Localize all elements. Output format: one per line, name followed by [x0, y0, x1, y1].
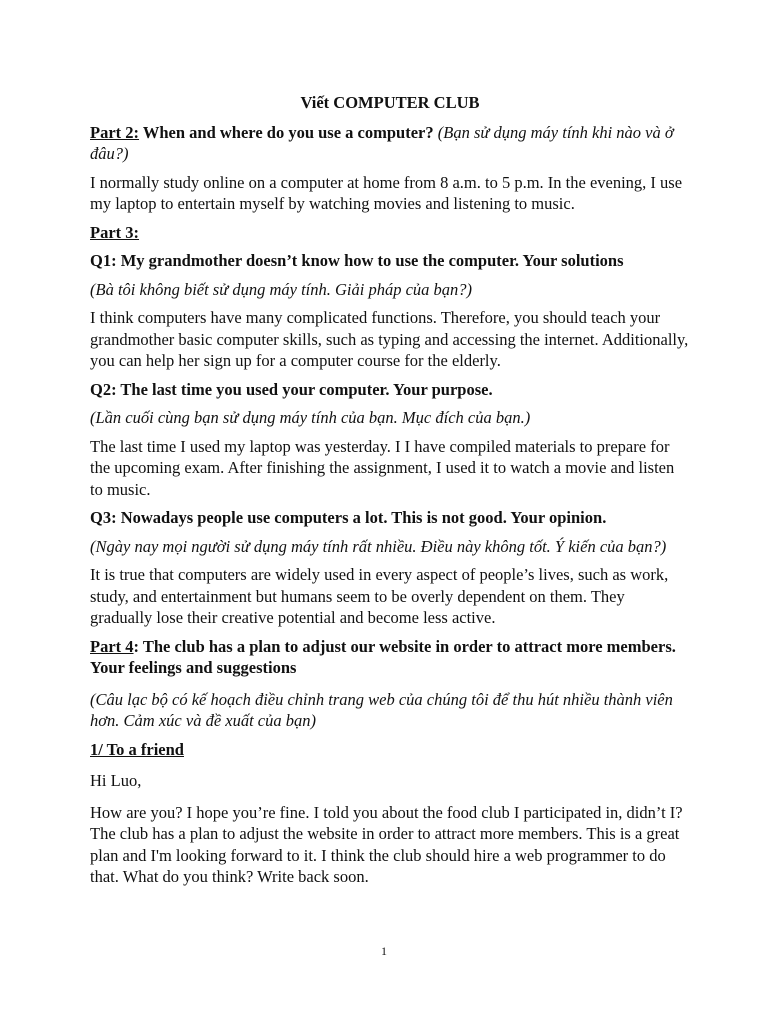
part3-q2-question: Q2: The last time you used your computer. Your purpose. [90, 379, 493, 399]
page-number: 1 [381, 944, 387, 958]
part4-translation: (Câu lạc bộ có kế hoạch điều chỉnh trang web của chúng tôi để thu hút nhiều thành viên hơn. Cảm xúc và đề xuất của bạn) [90, 689, 673, 730]
part3-q1-answer: I think computers have many complicated functions. Therefore, you should teach your grandmother basic computer skills, such as typing and accessing the internet. Additionally, you can help her sign up for a computer course for the elderly. [90, 308, 689, 370]
part4-question-text: : The club has a plan to adjust our website in order to attract more members. Your feelings and suggestions [90, 636, 676, 677]
document-title: Viết COMPUTER CLUB [300, 93, 480, 112]
part3-q3-question: Q3: Nowadays people use computers a lot. This is not good. Your opinion. [90, 508, 607, 527]
part2-question-text: When and where do you use a computer? [139, 122, 434, 142]
part4-label: Part 4 [90, 636, 134, 656]
friend-heading: 1/ To a friend [90, 739, 184, 759]
part4-question [90, 636, 690, 679]
part3-label: Part 3: [90, 222, 140, 242]
part3-q2-translation: (Lần cuối cùng bạn sử dụng máy tính của bạn. Mục đích của bạn.) [90, 408, 531, 427]
part2-label: Part 2: [90, 122, 140, 142]
part3-q1-question: Q1: My grandmother doesn’t know how to use the computer. Your solutions [90, 251, 624, 270]
part3-q3-translation: (Ngày nay mọi người sử dụng máy tính rất nhiều. Điều này không tốt. Ý kiến của bạn?) [90, 536, 667, 556]
part3-q2-answer: The last time I used my laptop was yesterday. I I have compiled materials to prepare for the upcoming exam. After finishing the assignment, I used it to watch a movie and listen to music. [90, 436, 675, 499]
part2-translation: (Bạn sử dụng máy tính khi nào và ở đâu?) [90, 122, 674, 163]
part3-q1-translation: (Bà tôi không biết sử dụng máy tính. Giải pháp của bạn?) [90, 279, 473, 299]
part3-q3-answer: It is true that computers are widely used in every aspect of people’s lives, such as work, study, and entertainment but humans seem to be overly dependent on them. They gradually lose their creative potential and become less active. [90, 565, 669, 627]
part2-question [90, 122, 690, 165]
letter-body: How are you? I hope you’re fine. I told you about the food club I participated in, didn’t I? The club has a plan to adjust the website in order to attract more members. This is a great plan and I'm looking forward to it. I think the club should hire a web programmer to do that. What do you think? Write back soon. [90, 802, 683, 886]
document-page [90, 92, 690, 895]
part2-answer: I normally study online on a computer at home from 8 a.m. to 5 p.m. In the evening, I use my laptop to entertain myself by watching movies and listening to music. [90, 172, 683, 213]
letter-greeting: Hi Luo, [90, 771, 142, 790]
